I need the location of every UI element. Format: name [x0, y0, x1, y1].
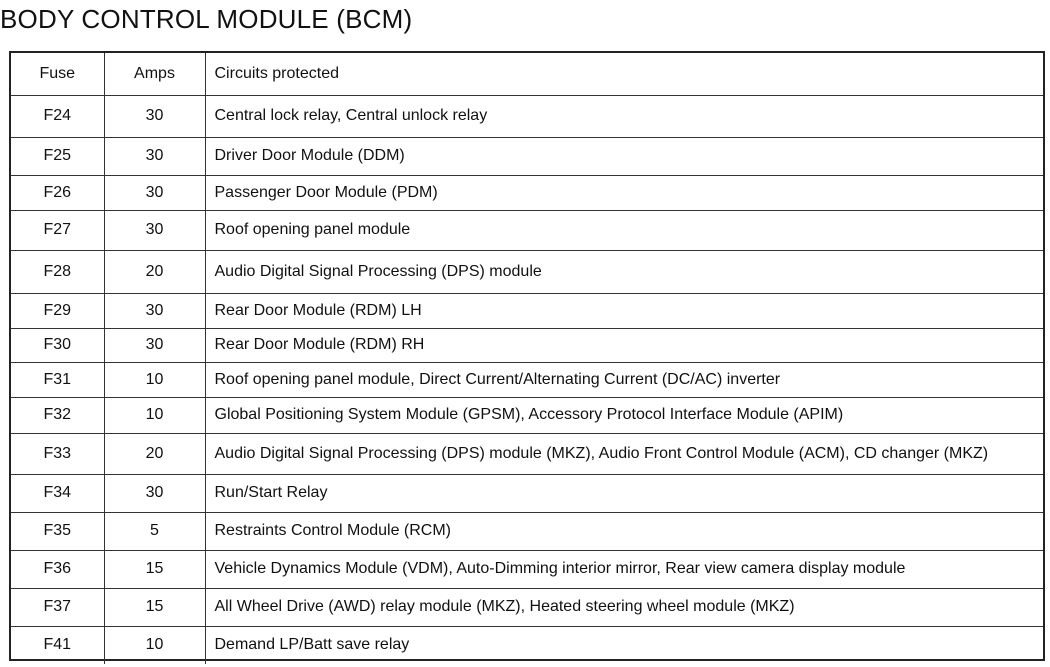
cell-amps: 30 [104, 95, 205, 137]
cell-circuits: Global Positioning System Module (GPSM), Accessory Protocol Interface Module (APIM) [205, 397, 1043, 433]
cell-circuits: Driver Door Module (DDM) [205, 137, 1043, 175]
table-header-row [11, 53, 1043, 95]
table-row [11, 397, 1043, 433]
cell-circuits: Demand LP/Batt save relay [205, 626, 1043, 664]
cell-circuits: Audio Digital Signal Processing (DPS) module (MKZ), Audio Front Control Module (ACM), CD changer (MKZ) [205, 433, 1043, 474]
cell-fuse: F35 [11, 512, 104, 550]
cell-circuits: Rear Door Module (RDM) LH [205, 293, 1043, 328]
cell-circuits: All Wheel Drive (AWD) relay module (MKZ), Heated steering wheel module (MKZ) [205, 588, 1043, 626]
table-row [11, 362, 1043, 397]
header-amps: Amps [104, 53, 205, 95]
table-row [11, 95, 1043, 137]
fuse-table-container [9, 51, 1045, 661]
cell-fuse: F33 [11, 433, 104, 474]
cell-amps: 30 [104, 328, 205, 362]
cell-fuse: F34 [11, 474, 104, 512]
cell-fuse: F28 [11, 250, 104, 293]
cell-fuse: F30 [11, 328, 104, 362]
cell-fuse: F24 [11, 95, 104, 137]
page-title: BODY CONTROL MODULE (BCM) [0, 4, 413, 34]
header-fuse: Fuse [11, 53, 104, 95]
table-row [11, 474, 1043, 512]
cell-fuse: F26 [11, 175, 104, 210]
cell-amps: 10 [104, 397, 205, 433]
cell-amps: 30 [104, 293, 205, 328]
cell-amps: 10 [104, 626, 205, 664]
cell-amps: 20 [104, 433, 205, 474]
cell-amps: 15 [104, 550, 205, 588]
cell-amps: 30 [104, 210, 205, 250]
table-row [11, 550, 1043, 588]
cell-amps: 20 [104, 250, 205, 293]
cell-fuse: F27 [11, 210, 104, 250]
cell-fuse: F36 [11, 550, 104, 588]
table-row [11, 210, 1043, 250]
table-row [11, 588, 1043, 626]
cell-circuits: Audio Digital Signal Processing (DPS) module [205, 250, 1043, 293]
cell-amps: 30 [104, 137, 205, 175]
cell-fuse: F32 [11, 397, 104, 433]
cell-circuits: Rear Door Module (RDM) RH [205, 328, 1043, 362]
cell-circuits: Roof opening panel module, Direct Current/Alternating Current (DC/AC) inverter [205, 362, 1043, 397]
cell-circuits: Roof opening panel module [205, 210, 1043, 250]
cell-fuse: F37 [11, 588, 104, 626]
cell-circuits: Passenger Door Module (PDM) [205, 175, 1043, 210]
cell-amps: 5 [104, 512, 205, 550]
cell-fuse: F25 [11, 137, 104, 175]
cell-amps: 15 [104, 588, 205, 626]
cell-fuse: F31 [11, 362, 104, 397]
table-row [11, 137, 1043, 175]
cell-circuits: Central lock relay, Central unlock relay [205, 95, 1043, 137]
table-row [11, 328, 1043, 362]
table-row [11, 433, 1043, 474]
table-row [11, 626, 1043, 664]
cell-amps: 30 [104, 175, 205, 210]
table-row [11, 293, 1043, 328]
table-row [11, 175, 1043, 210]
cell-amps: 10 [104, 362, 205, 397]
cell-fuse: F29 [11, 293, 104, 328]
cell-circuits: Vehicle Dynamics Module (VDM), Auto-Dimming interior mirror, Rear view camera display module [205, 550, 1043, 588]
cell-circuits: Restraints Control Module (RCM) [205, 512, 1043, 550]
fuse-table-body [11, 95, 1043, 664]
fuse-table [11, 53, 1043, 664]
cell-amps: 30 [104, 474, 205, 512]
cell-fuse: F41 [11, 626, 104, 664]
cell-circuits: Run/Start Relay [205, 474, 1043, 512]
header-circuits: Circuits protected [205, 53, 1043, 95]
table-row [11, 250, 1043, 293]
table-row [11, 512, 1043, 550]
